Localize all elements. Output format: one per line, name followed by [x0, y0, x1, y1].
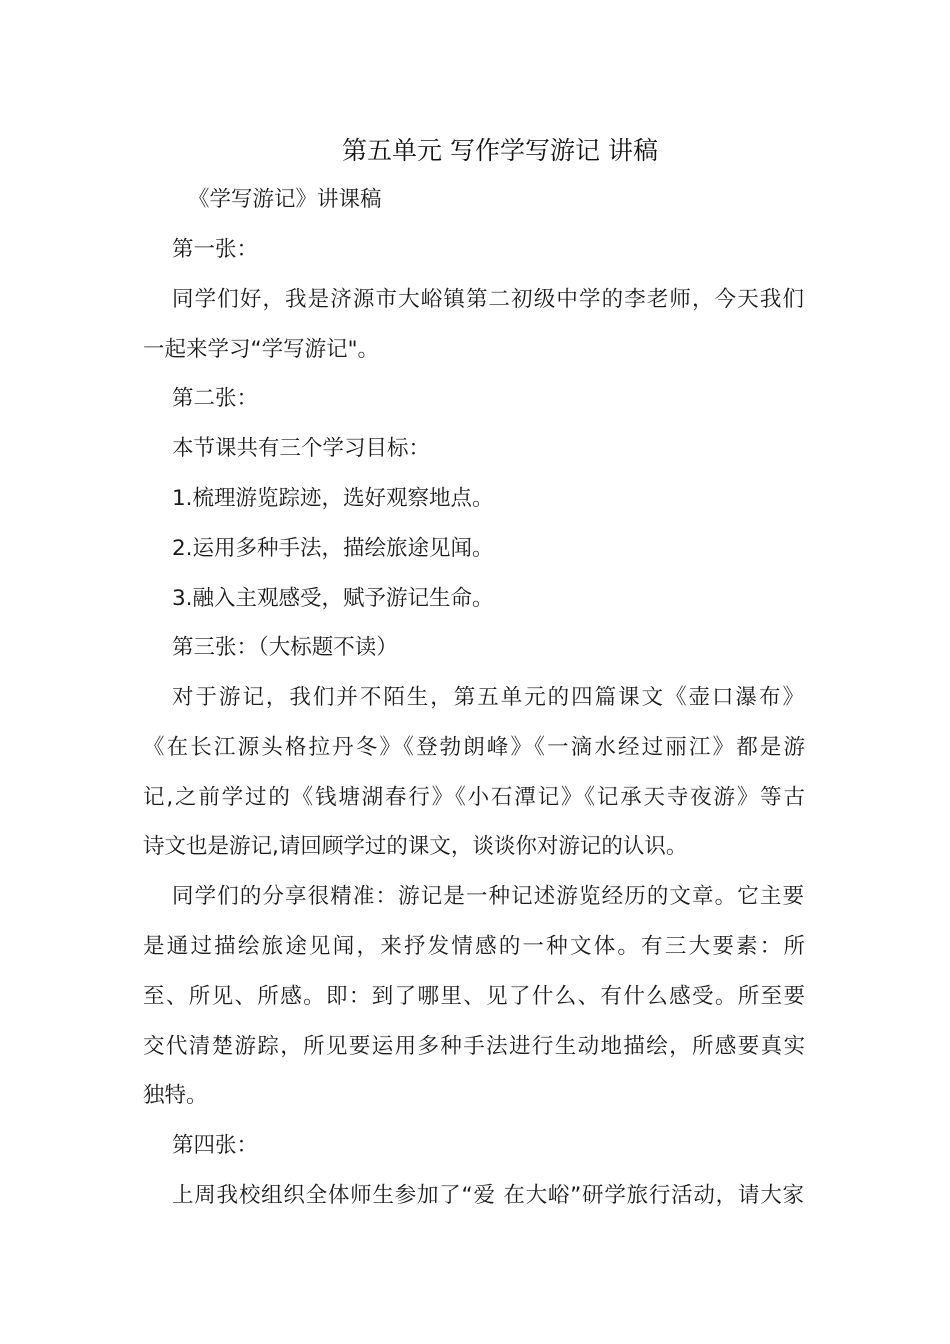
paragraph-line: 至、所见、所感。即：到了哪里、见了什么、有什么感受。所至要 [143, 984, 805, 1009]
paragraph-line: 上周我校组织全体师生参加了“爱 在大峪”研学旅行活动，请大家 [172, 1183, 804, 1208]
paragraph-line: 独特。 [143, 1083, 208, 1108]
paragraph-line: 同学们的分享很精准：游记是一种记述游览经历的文章。它主要 [172, 884, 804, 909]
subtitle-line: 《学写游记》讲课稿 [188, 187, 382, 212]
paragraph-line: 诗文也是游记,请回顾学过的课文，谈谈你对游记的认识。 [143, 834, 688, 859]
paragraph-line: 同学们好，我是济源市大峪镇第二初级中学的李老师，今天我们 [172, 287, 804, 312]
paragraph-line: 对于游记，我们并不陌生，第五单元的四篇课文《壶口瀑布》 [172, 685, 804, 710]
paragraph-line: 是通过描绘旅途见闻，来抒发情感的一种文体。有三大要素：所 [143, 934, 805, 959]
paragraph-line: 记,之前学过的《钱塘湖春行》《小石潭记》《记承天寺夜游》等古 [143, 785, 805, 810]
document-title: 第五单元 写作学写游记 讲稿 [342, 136, 658, 165]
paragraph-line: 交代清楚游踪，所见要运用多种手法进行生动地描绘，所感要真实 [143, 1034, 805, 1059]
objective-item: 2.运用多种手法，描绘旅途见闻。 [172, 536, 494, 561]
objective-item: 3.融入主观感受，赋予游记生命。 [172, 586, 494, 611]
paragraph-line: 本节课共有三个学习目标： [172, 436, 431, 461]
paragraph-line: 《在长江源头格拉丹冬》《登勃朗峰》《一滴水经过丽江》都是游 [143, 735, 805, 760]
objective-item: 1.梳理游览踪迹，选好观察地点。 [172, 486, 494, 511]
slide-heading-3: 第三张：（大标题不读） [172, 635, 398, 660]
slide-heading-2: 第二张： [172, 386, 259, 411]
slide-heading-1: 第一张： [172, 237, 259, 262]
paragraph-line: 一起来学习“学写游记"。 [143, 337, 380, 362]
slide-heading-4: 第四张： [172, 1133, 259, 1158]
